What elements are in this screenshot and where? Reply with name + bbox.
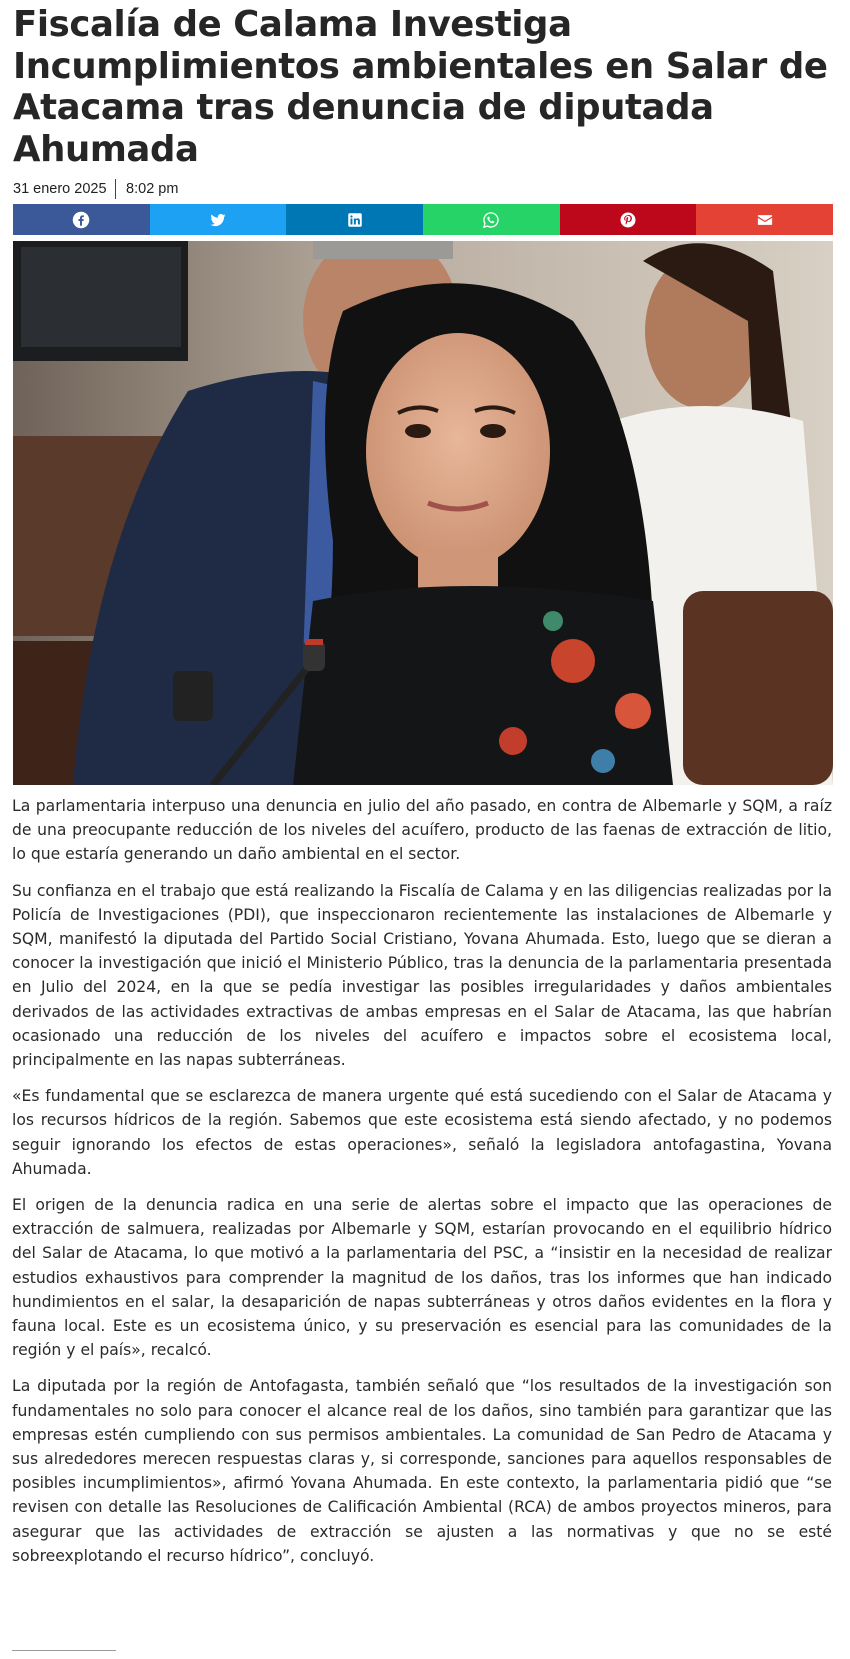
facebook-icon (72, 211, 90, 229)
article-photo (13, 241, 833, 785)
share-whatsapp-button[interactable] (423, 204, 560, 235)
article-title: Fiscalía de Calama Investiga Incumplimientos ambientales en Salar de Atacama tras denuncia de diputada Ahumada (13, 4, 828, 170)
article-meta (13, 179, 178, 199)
paragraph: El origen de la denuncia radica en una serie de alertas sobre el impacto que las operaciones de extracción de salmuera, realizadas por Albemarle y SQM, estarían provocando en el equilibrio hídrico del Salar de Atacama, lo que motivó a la parlamentaria del PSC, a “insistir en la necesidad de realizar estudios exhaustivos para comprender la magnitud de los daños, tras los informes que han indicado hundimientos en el salar, la desaparición de napas subterráneas y otros daños evidentes en la flora y fauna local. Este es un ecosistema único, y su preservación es esencial para las comunidades de la región y el país», recalcó. (12, 1196, 832, 1360)
share-twitter-button[interactable] (150, 204, 287, 235)
article-body (12, 794, 832, 1580)
footer-divider (12, 1650, 116, 1651)
meta-divider (115, 179, 117, 199)
pinterest-icon (619, 211, 637, 229)
publish-date: 31 enero 2025 (13, 181, 107, 197)
paragraph: «Es fundamental que se esclarezca de manera urgente qué está sucediendo con el Salar de Atacama y los recursos hídricos de la región. Sabemos que este ecosistema está siendo afectado, y no podemos seguir ignorando los efectos de estas operaciones», señaló la legisladora antofagastina, Yovana Ahumada. (12, 1087, 832, 1178)
photo-illustration (13, 241, 833, 785)
publish-time: 8:02 pm (126, 181, 179, 197)
share-bar (13, 204, 833, 235)
share-email-button[interactable] (696, 204, 833, 235)
share-pinterest-button[interactable] (560, 204, 697, 235)
whatsapp-icon (482, 211, 500, 229)
paragraph: La diputada por la región de Antofagasta, también señaló que “los resultados de la investigación son fundamentales no solo para conocer el alcance real de los daños, sino también para garantizar que las empresas estén cumpliendo con sus permisos ambientales. La comunidad de San Pedro de Atacama y sus alrededores merecen respuestas claras y, si corresponde, sanciones para aquellos responsables de posibles incumplimientos», afirmó Yovana Ahumada. En este contexto, la parlamentaria pidió que “se revisen con detalle las Resoluciones de Calificación Ambiental (RCA) de ambos proyectos mineros, para asegurar que las actividades de extracción se ajusten a las normativas y que no se esté sobreexplotando el recurso hídrico”, concluyó. (12, 1377, 832, 1565)
linkedin-icon (346, 211, 364, 229)
share-linkedin-button[interactable] (286, 204, 423, 235)
paragraph: Su confianza en el trabajo que está realizando la Fiscalía de Calama y en las diligencias realizadas por la Policía de Investigaciones (PDI), que inspeccionaron recientemente las instalaciones de Albemarle y SQM, manifestó la diputada del Partido Social Cristiano, Yovana Ahumada. Esto, luego que se dieran a conocer la investigación que inició el Ministerio Público, tras la denuncia de la parlamentaria presentada en Julio del 2024, en la que se pedía investigar las posibles irregularidades y daños ambientales derivados de las actividades extractivas de ambas empresas en el Salar de Atacama, las que habrían ocasionado una reducción de los niveles del acuífero e impactos sobre el ecosistema local, principalmente en las napas subterráneas. (12, 881, 832, 1070)
email-icon (756, 211, 774, 229)
share-facebook-button[interactable] (13, 204, 150, 235)
paragraph: La parlamentaria interpuso una denuncia en julio del año pasado, en contra de Albemarle y SQM, a raíz de una preocupante reducción de los niveles del acuífero, producto de las faenas de extracción de litio, lo que estaría generando un daño ambiental en el sector. (12, 797, 832, 864)
twitter-icon (209, 211, 227, 229)
